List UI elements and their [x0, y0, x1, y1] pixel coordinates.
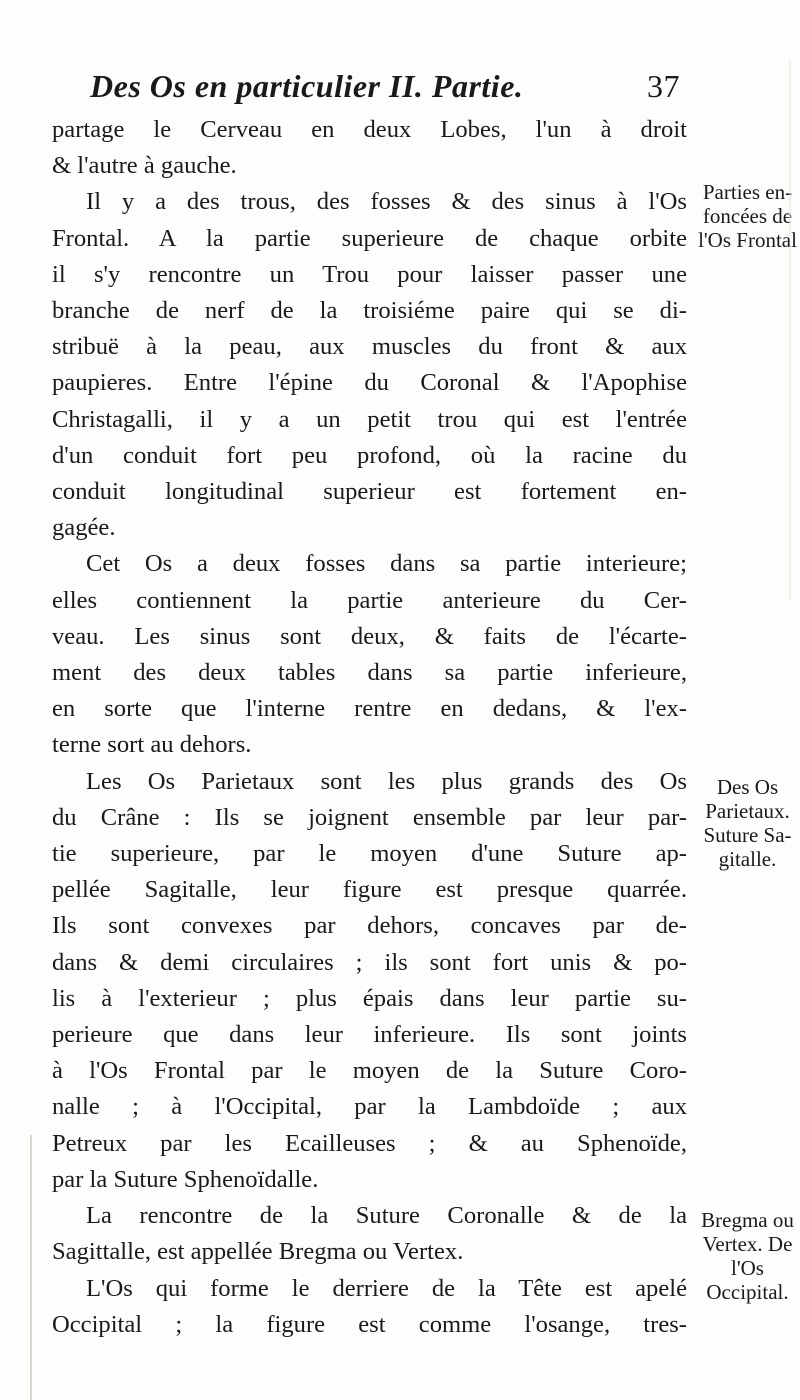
page-number: 37	[647, 68, 680, 104]
text-line: elles contiennent la partie anterieure du Cer-	[52, 586, 687, 614]
text-line: Occipital ; la figure est comme l'osange, tres-	[52, 1310, 687, 1338]
text-line: ment des deux tables dans sa partie inferieure,	[52, 659, 687, 687]
body-text	[52, 112, 687, 1343]
text-line: lis à l'exterieur ; plus épais dans leur partie su-	[52, 984, 687, 1012]
text-line: dans & demi circulaires ; ils sont fort unis & po-	[52, 948, 687, 976]
text-line: nalle ; à l'Occipital, par la Lambdoïde ; aux	[52, 1093, 687, 1121]
text-line: veau. Les sinus sont deux, & faits de l'écarte-	[52, 622, 687, 650]
running-head-title: Des Os en particulier II. Partie.	[90, 68, 524, 104]
text-line: branche de nerf de la troisiéme paire qui se di-	[52, 297, 687, 325]
text-line: en sorte que l'interne rentre en dedans, & l'ex-	[52, 695, 687, 723]
text-line: Petreux par les Ecailleuses ; & au Sphenoïde,	[52, 1129, 687, 1157]
text-line: & l'autre à gauche.	[52, 152, 237, 180]
text-line: L'Os qui forme le derriere de la Tête est apelé	[86, 1274, 687, 1302]
margin-note-parietaux: Des Os Parietaux. Suture Sa- gitalle.	[703, 775, 792, 871]
text-line: gagée.	[52, 514, 116, 542]
text-line: pellée Sagitalle, leur figure est presque quarrée.	[52, 876, 687, 904]
running-head	[90, 68, 680, 105]
text-line: Christagalli, il y a un petit trou qui est l'entrée	[52, 405, 687, 433]
text-line: partage le Cerveau en deux Lobes, l'un à droit	[52, 116, 687, 143]
text-line: Il y a des trous, des fosses & des sinus à l'Os	[86, 188, 687, 216]
text-line: terne sort au dehors.	[52, 731, 252, 759]
text-line: d'un conduit fort peu profond, où la racine du	[52, 441, 687, 469]
text-line: perieure que dans leur inferieure. Ils sont joints	[52, 1021, 687, 1049]
text-line: Sagittalle, est appellée Bregma ou Vertex.	[52, 1238, 464, 1266]
text-line: Les Os Parietaux sont les plus grands des Os	[86, 767, 687, 795]
text-line: à l'Os Frontal par le moyen de la Suture Coro-	[52, 1057, 687, 1085]
margin-note-frontal: Parties en- foncées de l'Os Frontal	[698, 180, 797, 252]
text-line: Frontal. A la partie superieure de chaque orbite	[52, 224, 687, 252]
text-line: paupieres. Entre l'épine du Coronal & l'Apophise	[52, 369, 687, 397]
text-line: du Crâne : Ils se joignent ensemble par leur par-	[52, 803, 687, 831]
margin-note-bregma: Bregma ou Vertex. De l'Os Occipital.	[701, 1208, 794, 1304]
text-line: tie superieure, par le moyen d'une Suture ap-	[52, 840, 687, 868]
text-line: stribuë à la peau, aux muscles du front & aux	[52, 333, 687, 361]
text-line: conduit longitudinal superieur est fortement en-	[52, 478, 687, 506]
text-line: Cet Os a deux fosses dans sa partie interieure;	[86, 550, 687, 578]
text-line: Ils sont convexes par dehors, concaves par de-	[52, 912, 687, 940]
text-line: La rencontre de la Suture Coronalle & de la	[86, 1202, 687, 1230]
text-line: par la Suture Sphenoïdalle.	[52, 1165, 319, 1193]
text-line: il s'y rencontre un Trou pour laisser passer une	[52, 260, 687, 288]
